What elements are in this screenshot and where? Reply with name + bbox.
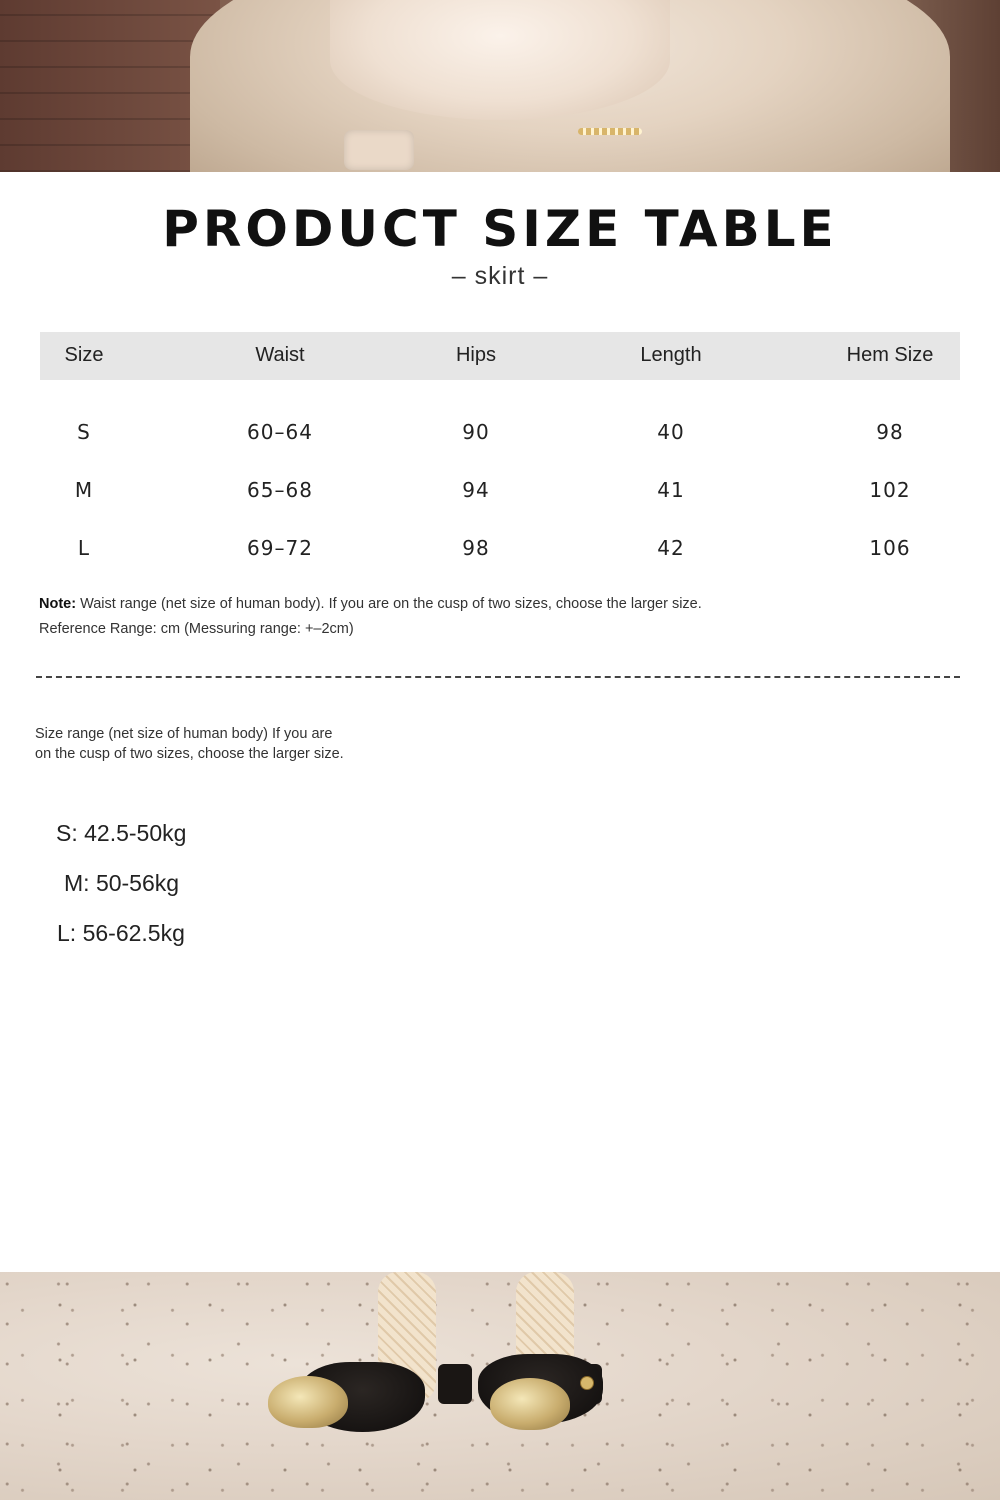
column-header-hem-size: Hem Size <box>846 344 934 366</box>
table-cell: 41 <box>657 478 685 502</box>
dashed-divider <box>36 676 960 678</box>
coat-photo <box>0 0 1000 172</box>
table-cell: 60–64 <box>247 420 313 444</box>
table-cell: 42 <box>657 536 685 560</box>
right-shoe-gold-toe <box>490 1378 570 1430</box>
table-cell: 69–72 <box>247 536 313 560</box>
table-cell: 40 <box>657 420 685 444</box>
fur-collar <box>330 0 670 120</box>
brick-wall-background <box>0 0 220 172</box>
table-cell: S <box>77 420 91 444</box>
shoe-strap-button <box>580 1376 594 1390</box>
reference-range-note: Reference Range: cm (Messuring range: +–2cm) <box>39 621 354 637</box>
weight-item-l: L: 56-62.5kg <box>57 920 185 946</box>
column-header-waist: Waist <box>255 344 305 366</box>
table-cell: L <box>77 536 91 560</box>
table-cell: 65–68 <box>247 478 313 502</box>
weight-guide-intro-line: on the cusp of two sizes, choose the larger size. <box>35 746 344 762</box>
table-cell: 102 <box>869 478 911 502</box>
page-title: PRODUCT SIZE TABLE <box>162 200 838 258</box>
column-header-size: Size <box>64 344 104 366</box>
table-cell: M <box>74 478 94 502</box>
coat-pocket <box>344 130 414 170</box>
weight-item-s: S: 42.5-50kg <box>56 820 187 846</box>
weight-item-m: M: 50-56kg <box>64 870 180 896</box>
table-cell: 90 <box>462 420 490 444</box>
pearl-clasp <box>578 128 642 135</box>
shoes-photo <box>0 1272 1000 1500</box>
weight-guide-intro <box>35 724 395 764</box>
table-cell: 98 <box>876 420 904 444</box>
note-text: Waist range (net size of human body). If you are on the cusp of two sizes, choose the larger size. <box>76 596 702 612</box>
column-header-hips: Hips <box>455 344 496 366</box>
table-cell: 94 <box>462 478 490 502</box>
left-heel <box>438 1364 472 1404</box>
left-shoe-gold-toe <box>268 1376 348 1428</box>
size-note <box>39 596 702 612</box>
table-cell: 106 <box>869 536 911 560</box>
page-subtitle: – skirt – <box>451 262 549 290</box>
weight-guide-intro-line: Size range (net size of human body) If you are <box>35 726 333 742</box>
table-cell: 98 <box>462 536 490 560</box>
note-label: Note: <box>39 596 77 612</box>
column-header-length: Length <box>640 344 702 366</box>
